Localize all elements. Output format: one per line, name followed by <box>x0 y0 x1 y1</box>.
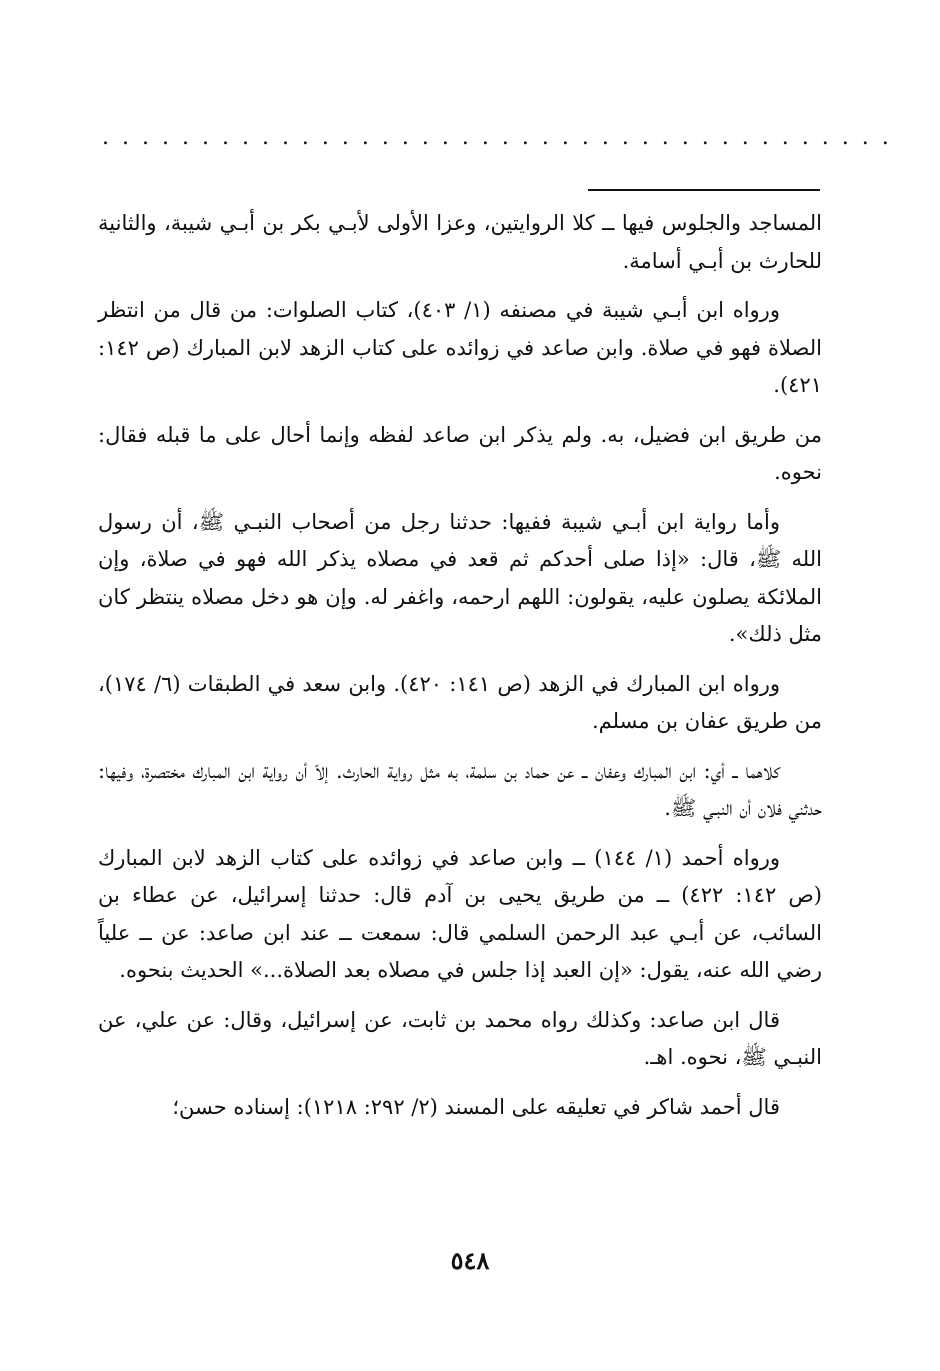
paragraph-ahmad-shakir: قال أحمد شاكر في تعليقه على المسند (٢/ ٢٩٢: ١٢١٨): إسناده حسن؛ <box>172 1094 780 1119</box>
paragraph-riwaya-text: وأما رواية ابن أبـي شيبة ففيها: حدثنا رجل من أصحاب النبـي ﷺ، أن رسول الله ﷺ، قال: «إذا صلى أحدكم ثم قعد في مصلاه يذكر الله فهو في صلاة، وإن الملائكة يصلون عليه، يقولون: اللهم ارحمه، واغفر له. وإن هو دخل مصلاه ينتظر كان مثل ذلك». <box>98 509 822 646</box>
paragraph-ahmad: ورواه أحمد (١/ ١٤٤) ــ وابن صاعد في زوائده على كتاب الزهد لابن المبارك (ص ١٤٢: ٤٢٢) ــ من طريق يحيى بن آدم قال: حدثنا إسرائيل، عن عطاء بن السائب، عن أبـي عبد الرحمن السلمي قال: سمعت ــ عند ابن صاعد: عن ــ علياً رضي الله عنه، يقول: «إن العبد إذا جلس في مصلاه بعد الصلاة...» الحديث بنحوه. <box>98 845 822 982</box>
paragraph-ibn-fudayl: من طريق ابن فضيل، به. ولم يذكر ابن صاعد لفظه وإنما أحال على ما قبله فقال: نحوه. <box>98 422 822 484</box>
footnote-text-block <box>98 205 822 1138</box>
paragraph-ibn-abi-shayba: ورواه ابن أبـي شيبة في مصنفه (١/ ٤٠٣)، كتاب الصلوات: من قال من انتظر الصلاة فهو في صلاة. وابن صاعد في زوائده على كتاب الزهد لابن المبارك (ص ١٤٢: ٤٢١). <box>98 298 822 397</box>
page-number: ٥٤٨ <box>450 1246 490 1275</box>
separator-dots: ........................................ <box>102 125 902 150</box>
paragraph-ibn-mubarak: ورواه ابن المبارك في الزهد (ص ١٤١: ٤٢٠). وابن سعد في الطبقات (٦/ ١٧٤)، من طريق عفان بن مسلم. <box>98 671 822 733</box>
paragraph-kilahuma: كلاهما ــ أي: ابن المبارك وعفان ــ عن حماد بن سلمة، به مثل رواية الحارث. إلاّ أن رواية ابن المبارك مختصرة، وفيها: حدثني فلان أن النبـي ﷺ. <box>98 758 822 820</box>
paragraph-continuation: المساجد والجلوس فيها ــ كلا الروايتين، وعزا الأولى لأبـي بكر بن أبـي شيبة، والثانية للحارث بن أبـي أسامة. <box>98 211 822 273</box>
paragraph-ibn-saad-qal: قال ابن صاعد: وكذلك رواه محمد بن ثابت، عن إسرائيل، وقال: عن علي، عن النبـي ﷺ، نحوه. اهـ. <box>98 1007 822 1069</box>
footnote-rule <box>588 189 820 191</box>
